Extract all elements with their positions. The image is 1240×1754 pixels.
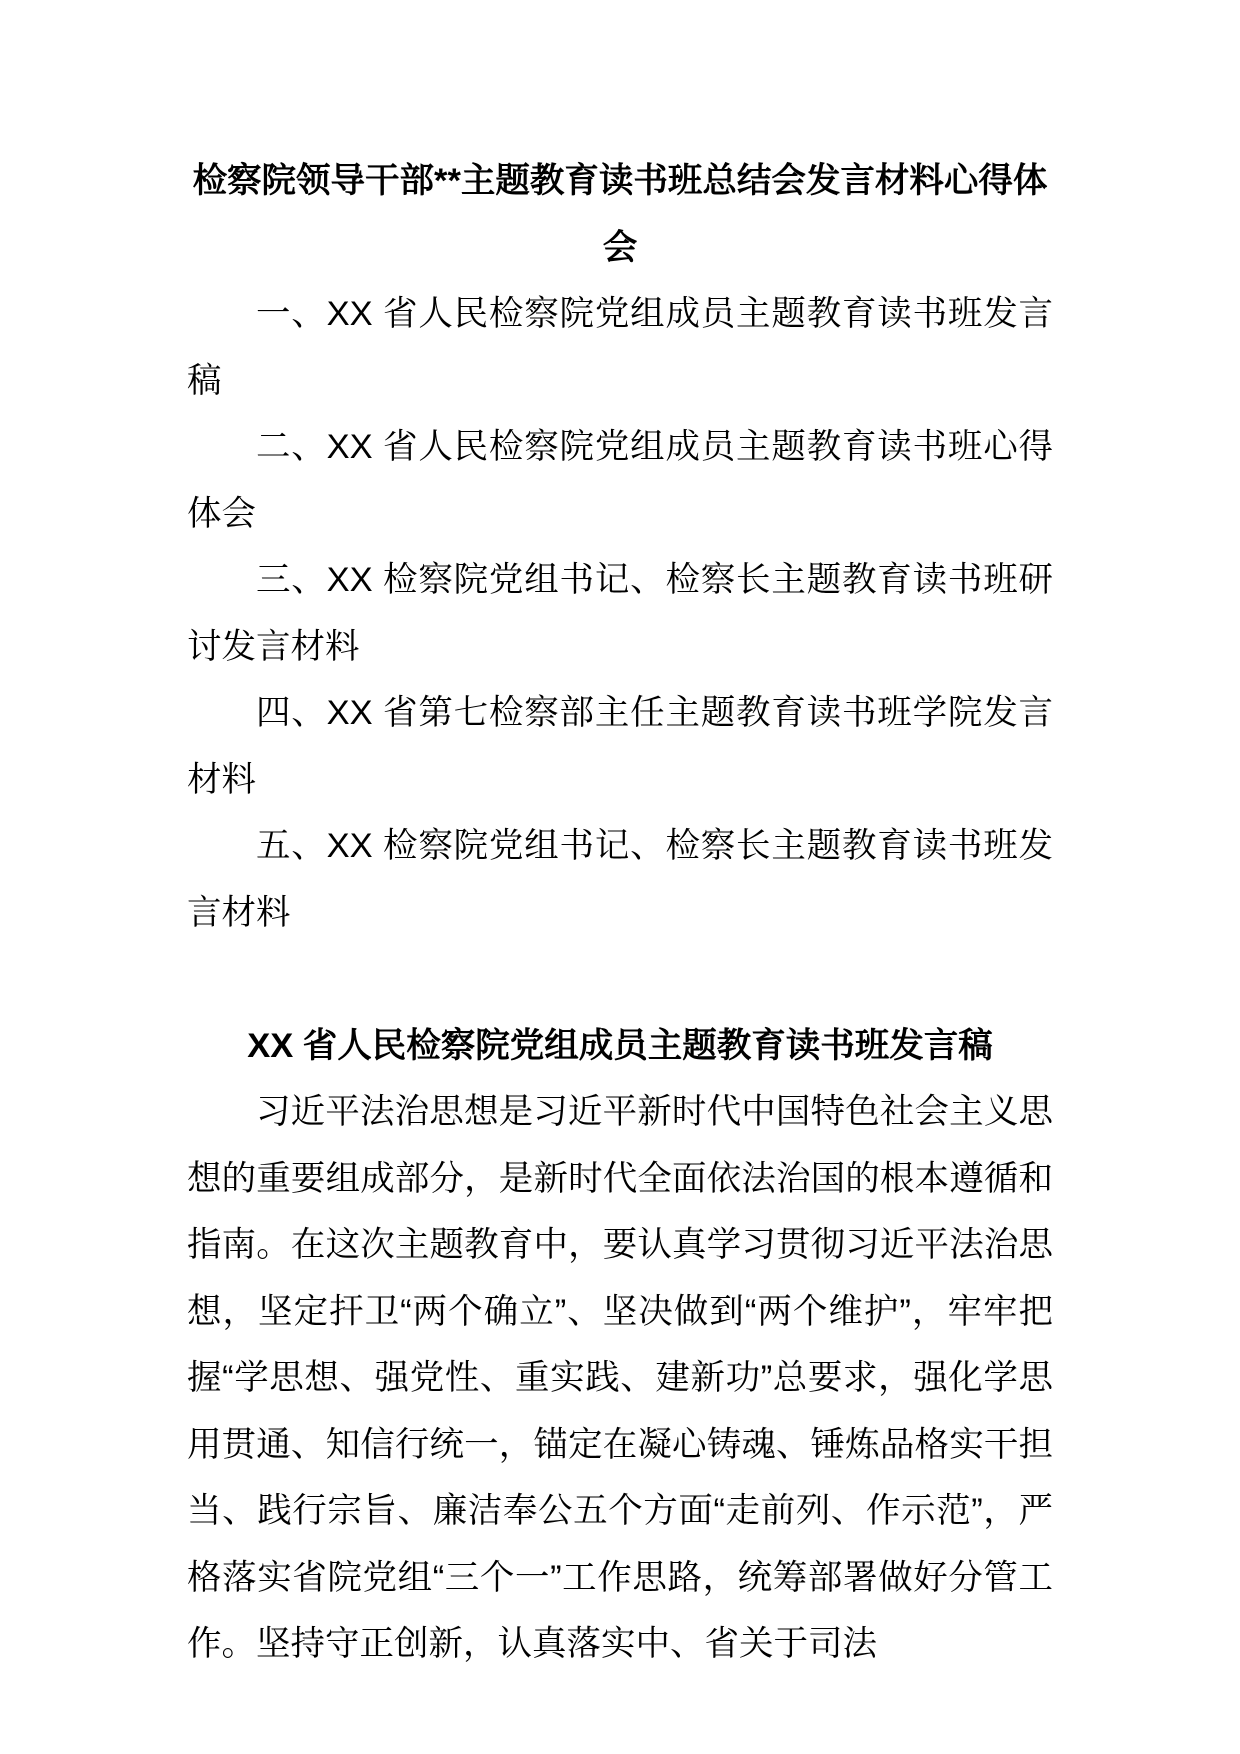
toc-item-3: 三、XX 检察院党组书记、检察长主题教育读书班研讨发言材料	[187, 561, 1053, 666]
toc-item-4: 四、XX 省第七检察部主任主题教育读书班学院发言材料	[187, 694, 1053, 799]
table-of-contents	[187, 281, 1053, 946]
toc-item-1: 一、XX 省人民检察院党组成员主题教育读书班发言稿	[187, 295, 1053, 400]
toc-item-5: 五、XX 检察院党组书记、检察长主题教育读书班发言材料	[187, 827, 1053, 932]
section-heading: XX 省人民检察院党组成员主题教育读书班发言稿	[247, 1026, 993, 1065]
toc-item-2: 二、XX 省人民检察院党组成员主题教育读书班心得体会	[187, 428, 1053, 533]
document-title: 检察院领导干部**主题教育读书班总结会发言材料心得体会	[192, 162, 1048, 267]
spacer-line	[187, 946, 1053, 1013]
body-paragraph: 习近平法治思想是习近平新时代中国特色社会主义思想的重要组成部分，是新时代全面依法治国的根本遵循和指南。在这次主题教育中，要认真学习贯彻习近平法治思想，坚定扞卫“两个确立”、坚决做到“两个维护”，牢牢把握“学思想、强党性、重实践、建新功”总要求，强化学思用贯通、知信行统一，锚定在凝心铸魂、锤炼品格实干担当、践行宗旨、廉洁奉公五个方面“走前列、作示范”，严格落实省院党组“三个一”工作思路，统筹部署做好分管工作。坚持守正创新，认真落实中、省关于司法	[187, 1093, 1053, 1663]
